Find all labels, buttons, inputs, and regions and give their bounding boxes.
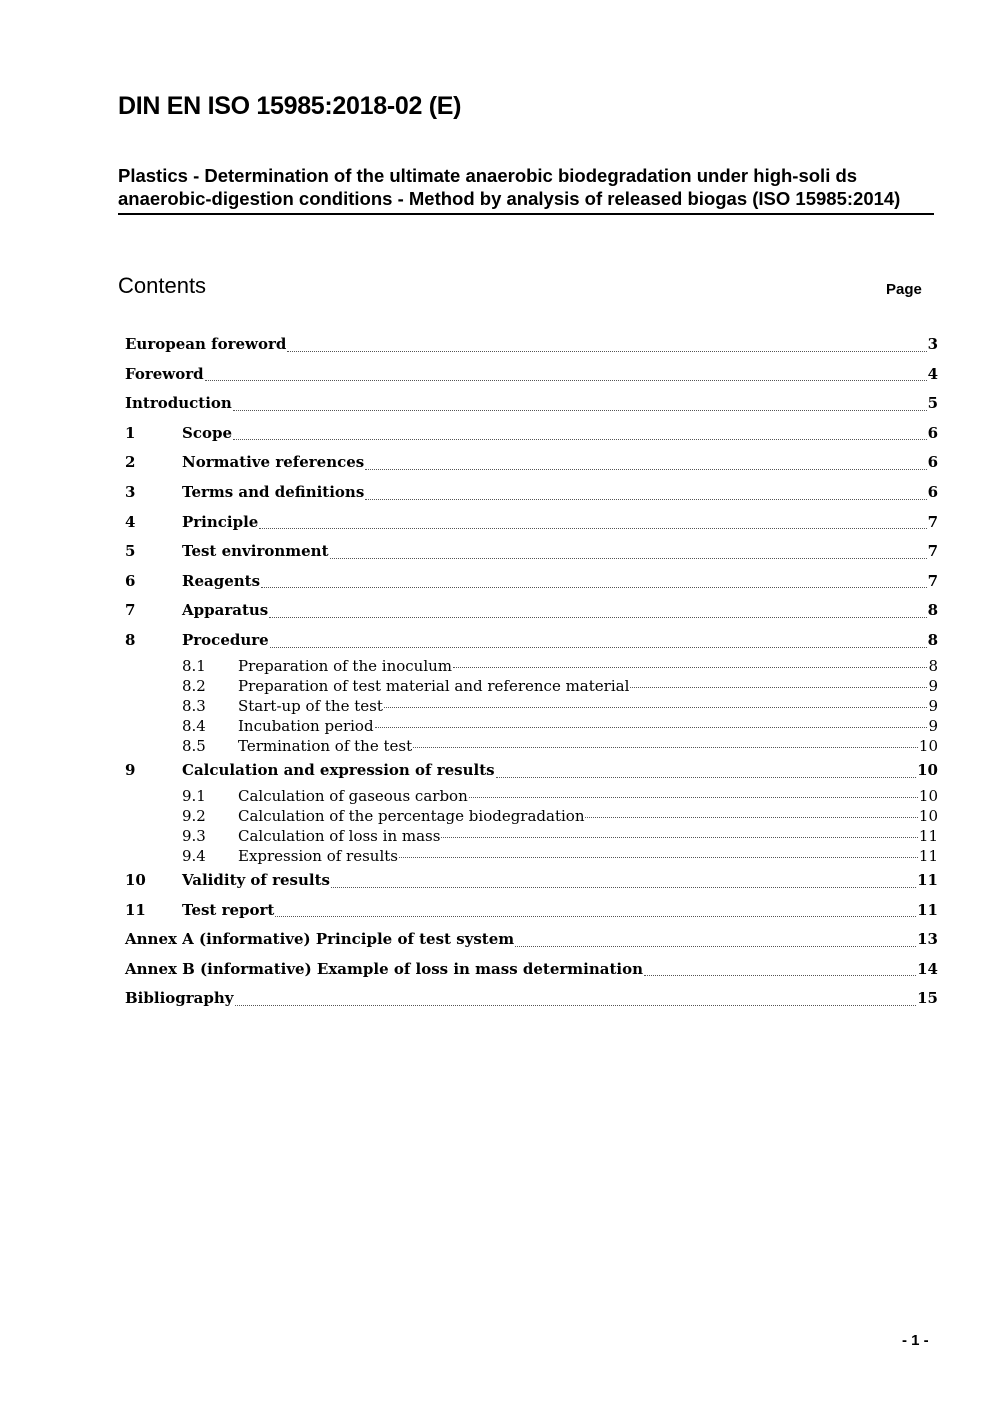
- toc-subentry-gaseous-carbon[interactable]: [125, 786, 938, 806]
- toc-entry-number: 10: [125, 870, 146, 889]
- toc-entry-normative-references[interactable]: [125, 448, 938, 478]
- document-title: Plastics - Determination of the ultimate anaerobic biodegradation under high-soli ds anaerobic-digestion conditions - Method by analysis of released biogas (ISO 15985:2014): [118, 164, 934, 215]
- toc-entry-number: 8: [125, 630, 136, 649]
- toc-entry-bibliography[interactable]: [125, 984, 938, 1014]
- toc-leader-dots: [233, 409, 927, 411]
- toc-entry-test-environment[interactable]: [125, 537, 938, 567]
- toc-entry-page: 10: [918, 806, 938, 825]
- toc-entry-number: 8.1: [182, 656, 206, 675]
- toc-entry-number: 9.3: [182, 826, 206, 845]
- toc-entry-page: 7: [927, 542, 938, 561]
- toc-entry-label: Incubation period: [238, 716, 374, 735]
- toc-entry-page: 10: [918, 786, 938, 805]
- toc-subentry-percentage-biodegradation[interactable]: [125, 806, 938, 826]
- toc-subentry-termination-of-test[interactable]: [125, 736, 938, 756]
- toc-entry-principle[interactable]: [125, 508, 938, 538]
- page-column-label: Page: [886, 281, 922, 298]
- toc-entry-label: Test report: [182, 900, 275, 919]
- toc-entry-label: Reagents: [182, 571, 261, 590]
- toc-subentry-preparation-of-test-material[interactable]: [125, 676, 938, 696]
- toc-entry-annex-b[interactable]: [125, 955, 938, 985]
- toc-leader-dots: [413, 746, 918, 748]
- toc-entry-number: 8.3: [182, 696, 206, 715]
- toc-leader-dots: [205, 379, 927, 381]
- table-of-contents: [125, 330, 938, 1014]
- toc-entry-label: Procedure: [182, 630, 269, 649]
- toc-subentry-expression-of-results[interactable]: [125, 846, 938, 866]
- toc-entry-page: 11: [917, 870, 938, 889]
- toc-entry-label: Calculation and expression of results: [182, 761, 495, 779]
- toc-entry-page: 8: [927, 601, 938, 620]
- toc-subentry-start-up-of-test[interactable]: [125, 696, 938, 716]
- toc-entry-page: 4: [927, 364, 938, 383]
- toc-entry-label: Scope: [182, 423, 233, 442]
- toc-entry-page: 9: [928, 676, 938, 695]
- toc-leader-dots: [496, 776, 917, 778]
- toc-leader-dots: [441, 836, 917, 838]
- toc-entry-test-report[interactable]: [125, 896, 938, 926]
- toc-leader-dots: [235, 1004, 917, 1006]
- toc-entry-number: 7: [125, 601, 136, 620]
- toc-entry-label: Terms and definitions: [182, 482, 365, 501]
- toc-entry-label: Preparation of test material and reference material: [238, 676, 630, 695]
- toc-leader-dots: [630, 686, 927, 688]
- toc-leader-dots: [469, 796, 918, 798]
- toc-entry-european-foreword[interactable]: [125, 330, 938, 360]
- toc-entry-label: Foreword: [125, 364, 204, 383]
- toc-entry-label: Calculation of loss in mass: [238, 826, 441, 845]
- toc-entry-page: 11: [918, 846, 938, 865]
- toc-entry-label: Calculation of the percentage biodegradation: [238, 806, 585, 825]
- toc-entry-introduction[interactable]: [125, 389, 938, 419]
- toc-entry-label: European foreword: [125, 335, 287, 353]
- toc-entry-page: 14: [917, 959, 938, 978]
- toc-entry-label: Start-up of the test: [238, 696, 383, 715]
- toc-leader-dots: [453, 666, 927, 668]
- toc-leader-dots: [399, 856, 918, 858]
- toc-entry-page: 6: [927, 482, 938, 501]
- toc-entry-label: Annex A (informative) Principle of test system: [125, 930, 515, 949]
- toc-entry-foreword[interactable]: [125, 360, 938, 390]
- toc-entry-number: 6: [125, 571, 136, 590]
- toc-leader-dots: [375, 726, 927, 728]
- toc-leader-dots: [515, 945, 916, 947]
- toc-entry-terms-and-definitions[interactable]: [125, 478, 938, 508]
- toc-entry-page: 9: [928, 716, 938, 735]
- toc-entry-label: Bibliography: [125, 989, 234, 1008]
- contents-heading: Contents: [118, 273, 207, 298]
- toc-leader-dots: [330, 557, 927, 559]
- toc-entry-annex-a[interactable]: [125, 925, 938, 955]
- toc-entry-label: Preparation of the inoculum: [238, 656, 452, 675]
- toc-entry-number: 3: [125, 482, 136, 501]
- toc-entry-label: Annex B (informative) Example of loss in mass determination: [125, 959, 643, 978]
- toc-subentry-preparation-of-inoculum[interactable]: [125, 656, 938, 676]
- toc-entry-page: 8: [928, 656, 938, 675]
- toc-leader-dots: [233, 438, 927, 440]
- toc-entry-label: Calculation of gaseous carbon: [238, 786, 468, 805]
- toc-entry-page: 10: [918, 736, 938, 755]
- toc-entry-page: 11: [917, 900, 938, 919]
- toc-entry-page: 7: [927, 512, 938, 531]
- toc-leader-dots: [261, 586, 927, 588]
- toc-entry-number: 2: [125, 453, 136, 472]
- toc-leader-dots: [275, 915, 916, 917]
- toc-leader-dots: [331, 886, 916, 888]
- toc-entry-number: 5: [125, 542, 136, 561]
- page-number: - 1 -: [902, 1332, 929, 1349]
- toc-entry-label: Apparatus: [182, 601, 269, 620]
- toc-leader-dots: [365, 468, 926, 470]
- toc-entry-page: 5: [927, 394, 938, 413]
- toc-entry-label: Normative references: [182, 453, 365, 472]
- toc-entry-scope[interactable]: [125, 419, 938, 449]
- toc-entry-validity-of-results[interactable]: [125, 866, 938, 896]
- toc-leader-dots: [384, 706, 927, 708]
- toc-entry-number: 9.2: [182, 806, 206, 825]
- toc-entry-number: 1: [125, 423, 136, 442]
- toc-entry-page: 8: [927, 630, 938, 649]
- toc-entry-page: 6: [927, 423, 938, 442]
- toc-entry-reagents[interactable]: [125, 567, 938, 597]
- toc-entry-number: 8.5: [182, 736, 206, 755]
- toc-entry-label: Expression of results: [238, 846, 398, 865]
- toc-entry-page: 13: [917, 930, 938, 949]
- toc-entry-number: 11: [125, 900, 146, 919]
- toc-entry-number: 9: [125, 761, 136, 779]
- toc-leader-dots: [259, 527, 926, 529]
- toc-entry-label: Termination of the test: [238, 736, 413, 755]
- toc-entry-number: 9.1: [182, 786, 206, 805]
- toc-subentry-incubation-period[interactable]: [125, 716, 938, 736]
- document-id: DIN EN ISO 15985:2018-02 (E): [118, 92, 462, 120]
- toc-entry-label: Principle: [182, 512, 259, 531]
- toc-entry-number: 8.2: [182, 676, 206, 695]
- toc-entry-number: 8.4: [182, 716, 206, 735]
- toc-entry-page: 10: [917, 761, 938, 779]
- toc-entry-page: 11: [918, 826, 938, 845]
- toc-subentry-loss-in-mass[interactable]: [125, 826, 938, 846]
- toc-entry-procedure[interactable]: [125, 626, 938, 656]
- toc-leader-dots: [269, 616, 926, 618]
- toc-leader-dots: [287, 350, 926, 352]
- toc-entry-number: 4: [125, 512, 136, 531]
- toc-entry-page: 6: [927, 453, 938, 472]
- toc-entry-page: 15: [917, 989, 938, 1008]
- toc-entry-page: 3: [927, 335, 938, 353]
- toc-entry-apparatus[interactable]: [125, 596, 938, 626]
- toc-leader-dots: [644, 974, 916, 976]
- toc-entry-page: 7: [927, 571, 938, 590]
- toc-entry-page: 9: [928, 696, 938, 715]
- toc-leader-dots: [365, 498, 926, 500]
- toc-entry-label: Introduction: [125, 394, 232, 413]
- toc-entry-number: 9.4: [182, 846, 206, 865]
- toc-entry-calculation-and-expression[interactable]: [125, 756, 938, 786]
- toc-entry-label: Test environment: [182, 542, 329, 561]
- toc-leader-dots: [270, 646, 927, 648]
- toc-leader-dots: [585, 816, 917, 818]
- toc-entry-label: Validity of results: [182, 870, 330, 889]
